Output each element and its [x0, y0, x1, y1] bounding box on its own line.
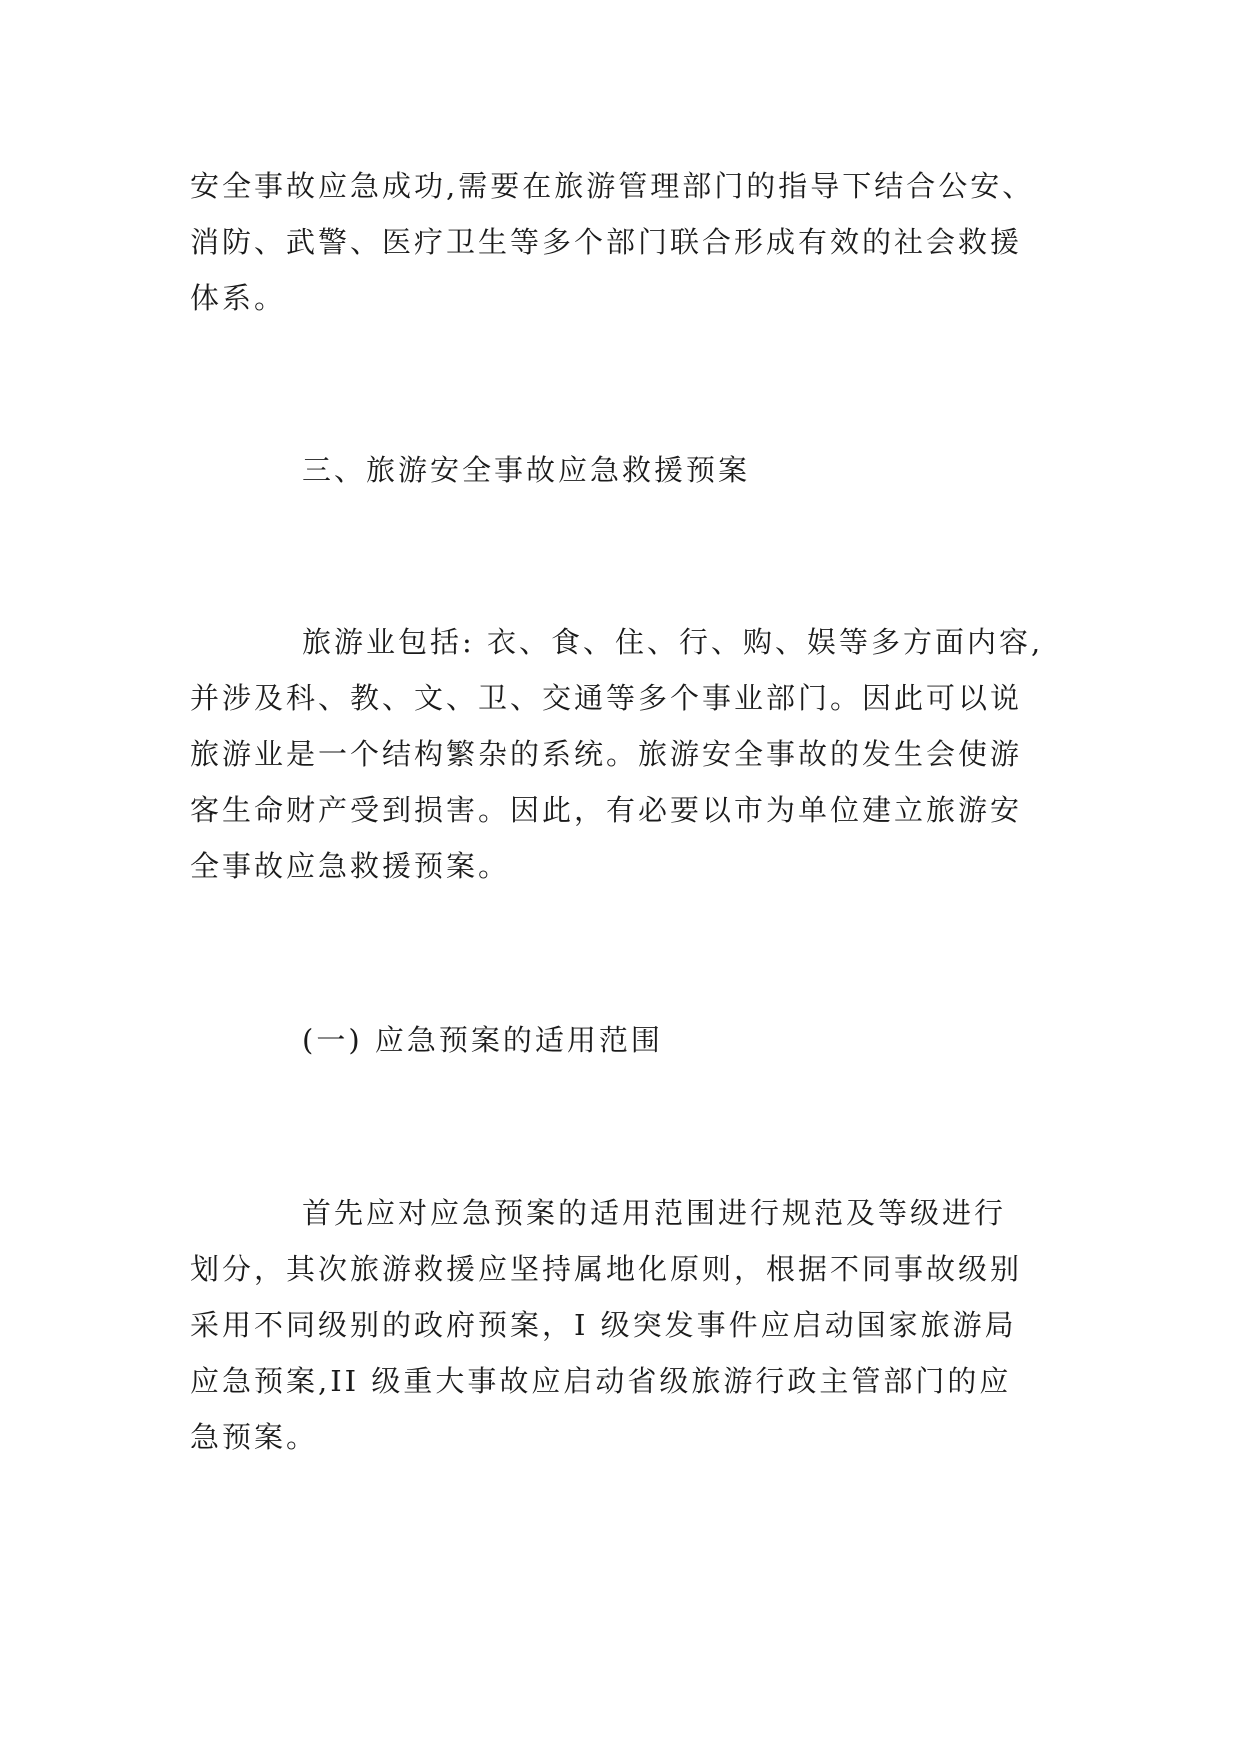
- paragraph-line: 全事故应急救援预案。: [190, 849, 511, 883]
- paragraph-line: 首先应对应急预案的适用范围进行规范及等级进行: [302, 1196, 1007, 1230]
- paragraph-line: 应急预案,II 级重大事故应启动省级旅游行政主管部门的应: [190, 1364, 1012, 1398]
- paragraph-line: 并涉及科、教、文、卫、交通等多个事业部门。因此可以说: [190, 681, 1023, 715]
- paragraph-line: 安全事故应急成功,需要在旅游管理部门的指导下结合公安、: [190, 169, 1035, 203]
- paragraph-line: 体系。: [190, 281, 287, 315]
- paragraph-line: 采用不同级别的政府预案，I 级突发事件应启动国家旅游局: [190, 1308, 1017, 1342]
- paragraph-line: 客生命财产受到损害。因此，有必要以市为单位建立旅游安: [190, 793, 1023, 827]
- paragraph-line: 消防、武警、医疗卫生等多个部门联合形成有效的社会救援: [190, 225, 1023, 259]
- paragraph-line: 旅游业包括: 衣、食、住、行、购、娱等多方面内容,: [302, 625, 1044, 659]
- section-heading: 三、旅游安全事故应急救援预案: [302, 453, 751, 487]
- paragraph-line: 急预案。: [190, 1420, 319, 1454]
- paragraph-line: 旅游业是一个结构繁杂的系统。旅游安全事故的发生会使游: [190, 737, 1023, 771]
- subsection-heading: (一) 应急预案的适用范围: [302, 1023, 663, 1057]
- paragraph-line: 划分，其次旅游救援应坚持属地化原则，根据不同事故级别: [190, 1252, 1023, 1286]
